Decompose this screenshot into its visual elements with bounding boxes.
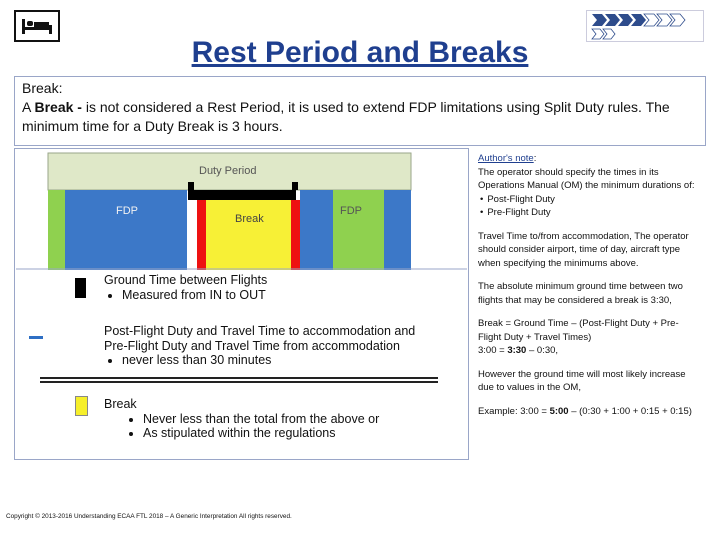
legend-duty-travel [104, 324, 415, 368]
fdp-left-label: FDP [116, 205, 138, 217]
ground-time-bar [188, 190, 296, 200]
break-red-left [197, 200, 206, 270]
legend-swatch-ground [75, 278, 86, 298]
author-note-formula: Break = Ground Time – (Post-Flight Duty + Pre-Flight Duty + Travel Times) 3:00 = 3:30 – 0:30, [478, 318, 679, 356]
author-note-label: Author's note [478, 153, 534, 164]
author-note-item-1: • Post-Flight Duty [488, 193, 696, 207]
fdp-green-right [333, 190, 384, 270]
legend-break [104, 397, 380, 441]
fdp-green-left [48, 190, 65, 270]
author-note-increase: However the ground time will most likely increase due to values in the OM, [478, 368, 686, 393]
legend-ground-title: Ground Time between Flights [104, 273, 268, 287]
legend-duty-title-2: Pre-Flight Duty and Travel Time from accommodation [104, 338, 400, 353]
author-note: Author's note: The operator should specify the times in its Operations Manual (OM) the minimum durations of: • Post-Flight Duty • Pre-Flight Duty Travel Time to/from accommodation, The operator should consider airport, time of day, aircraft type when specifying the minimums above. The absolute minimum ground time between two flights that may be considered a break is 3:30, Break = Ground Time – (Post-Flight Duty + Pre-Flight Duty + Travel Times) 3:00 = 3:30 – 0:30, However the ground time will most likely increase due to values in the OM, Example: 3:00 = 5:00 – (0:30 + 1:00 + 0:15 + 0:15) [478, 152, 696, 428]
footer-copyright: Copyright © 2013-2016 Understanding ECAA FTL 2018 – A Generic Interpretation All rights reserved. [6, 513, 292, 520]
duty-period-label: Duty Period [199, 165, 257, 177]
legend-duty-title-1: Post-Flight Duty and Travel Time to accommodation and [104, 324, 416, 338]
legend-duty-bullet: • never less than 30 minutes [122, 353, 415, 368]
fdp-blue-tail [384, 190, 411, 270]
break-heading: Break: [22, 80, 63, 96]
break-definition: A Break - is not considered a Rest Period, it is used to extend FDP limitations using Split Duty rules. The minimum time for a Duty Break is 3 hours. [22, 99, 670, 134]
legend-separator [40, 377, 438, 383]
fdp-right-label: FDP [340, 205, 362, 217]
author-note-travel: Travel Time to/from accommodation, The operator should consider airport, time of day, aircraft type when specifying the minimums above. [478, 230, 689, 269]
page-title: Rest Period and Breaks [191, 36, 529, 69]
author-note-example: Example: 3:00 = 5:00 – (0:30 + 1:00 + 0:15 + 0:15) [478, 405, 692, 417]
break-red-right [291, 200, 300, 270]
break-label: Break [235, 213, 264, 225]
author-note-ground: The absolute minimum ground time between two flights that may be considered a break is 3:30, [478, 281, 683, 306]
legend-ground-bullet: • Measured from IN to OUT [122, 288, 267, 303]
legend-break-title: Break [104, 397, 137, 411]
legend-break-bullet-1: • Never less than the total from the above or [143, 412, 379, 427]
legend-swatch-duty [29, 336, 43, 339]
legend-swatch-break [75, 396, 88, 416]
break-description [14, 76, 706, 146]
legend-break-bullet-2: • As stipulated within the regulations [143, 426, 379, 441]
fdp-blue-left [65, 190, 187, 270]
author-note-item-2: • Pre-Flight Duty [488, 206, 696, 220]
legend-ground-time [104, 273, 267, 302]
author-note-intro: The operator should specify the times in its Operations Manual (OM) the minimum durations of: [478, 166, 695, 191]
break-yellow [206, 200, 291, 270]
fdp-blue-right [300, 190, 333, 270]
